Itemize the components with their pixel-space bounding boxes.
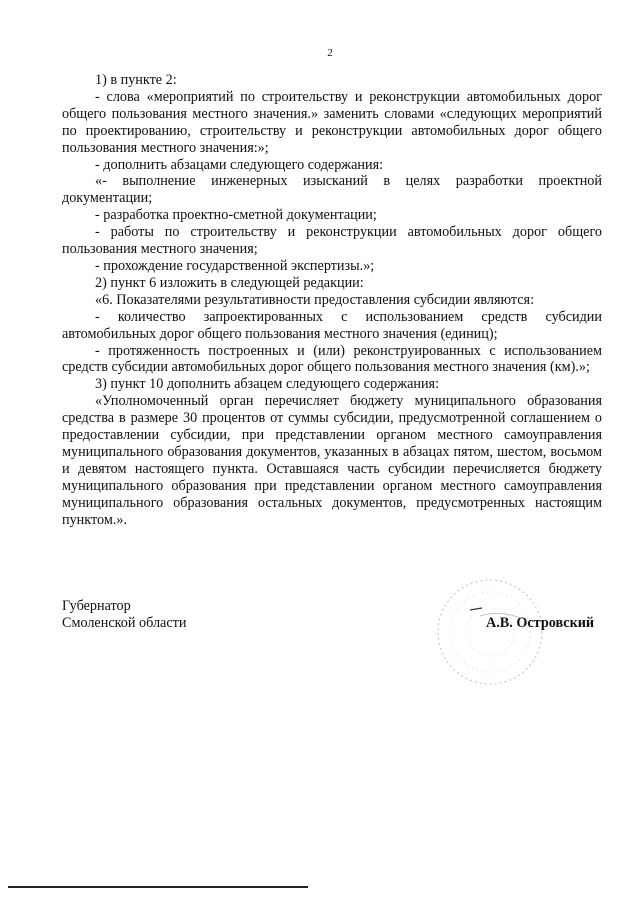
paragraph: 3) пункт 10 дополнить абзацем следующего содержания:	[95, 376, 440, 393]
paragraph: - работы по строительству и реконструкции автомобильных дорог общего пользования местного значения;	[62, 224, 602, 258]
signatory-title	[62, 598, 186, 632]
signatory-name: А.В. Островский	[486, 615, 595, 631]
paragraph: - слова «мероприятий по строительству и реконструкции автомобильных дорог общего пользования местного значения.» заменить словами «следующих мероприятий по проектированию, строительству и реконструкции автомобильных дорог общего пользования местного значения:»;	[62, 88, 602, 156]
paragraph: «- выполнение инженерных изысканий в целях разработки проектной документации;	[62, 173, 602, 207]
paragraph: - прохождение государственной экспертизы.»;	[95, 257, 375, 274]
signatory-title-line2: Смоленской области	[62, 615, 187, 631]
faded-seal-stamp	[420, 572, 560, 692]
signatory-title-line1: Губернатор	[62, 598, 131, 614]
paragraph: «6. Показателями результативности предоставления субсидии являются:	[95, 291, 535, 308]
paragraph: - протяженность построенных и (или) реконструированных с использованием средств субсидии автомобильных дорог общего пользования местного значения (км).»;	[62, 342, 602, 376]
paragraph: «Уполномоченный орган перечисляет бюджету муниципального образования средства в размере 30 процентов от суммы субсидии, предусмотренной соглашением о предоставлении субсидии, при представлении органом местного самоуправления муниципального образования документов, указанных в абзацах пятом, шестом, восьмом и девятом настоящего пункта. Оставшаяся часть субсидии перечисляется бюджету муниципального образования при представлении органом местного самоуправления муниципального образования остальных документов, предусмотренных настоящим пунктом.».	[62, 393, 602, 528]
footer-rule	[8, 885, 308, 889]
paragraph: 1) в пункте 2:	[95, 72, 177, 88]
paragraph: - дополнить абзацами следующего содержания:	[95, 156, 384, 173]
paragraph: 2) пункт 6 изложить в следующей редакции:	[95, 274, 364, 291]
page-number: 2	[327, 47, 333, 59]
paragraph: - разработка проектно-сметной документации;	[95, 207, 377, 224]
paragraph: - количество запроектированных с использованием средств субсидии автомобильных дорог общего пользования местного значения (единиц);	[62, 308, 602, 342]
document-body	[62, 72, 602, 528]
